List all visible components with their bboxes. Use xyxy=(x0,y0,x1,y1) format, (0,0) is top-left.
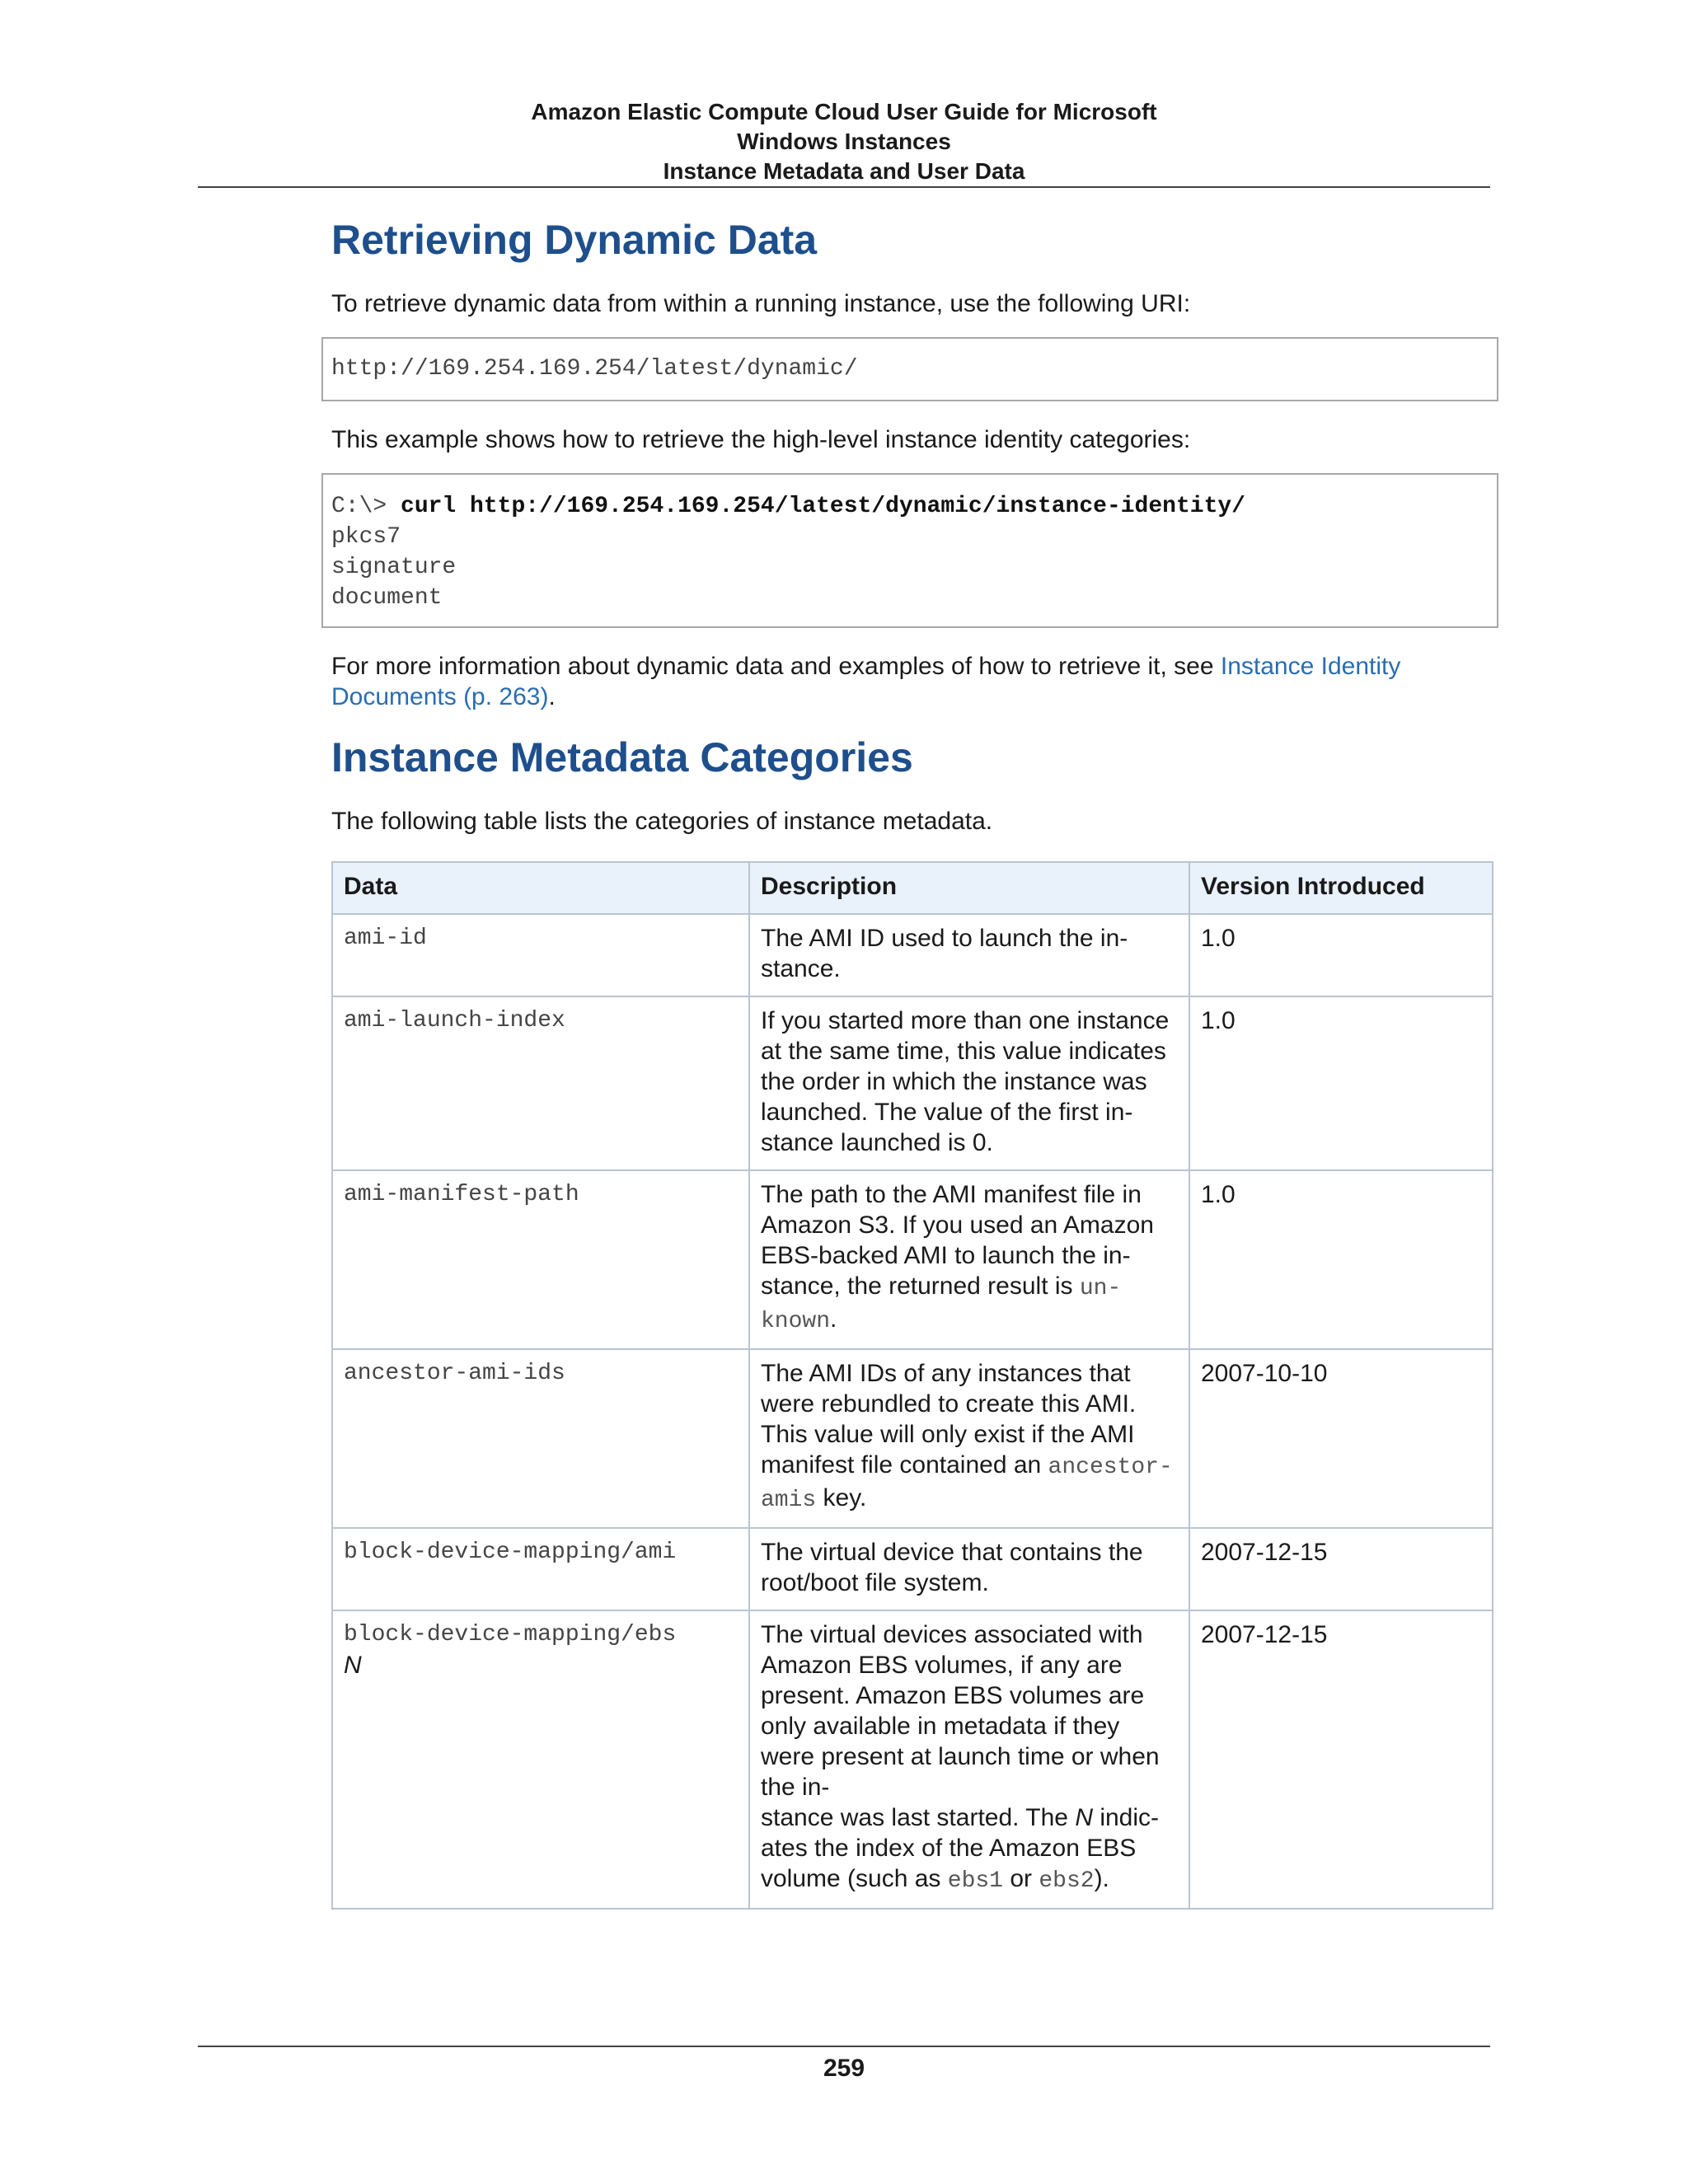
description-text: The AMI IDs of any instances that were rebundled to create this AMI. This value will only exist if the AMI manifest file contained an xyxy=(761,1360,1137,1479)
description-cell: The AMI ID used to launch the in- stance. xyxy=(749,914,1189,996)
data-cell: ami-id xyxy=(332,914,749,996)
description-cell xyxy=(749,1349,1189,1528)
section-heading-metadata-categories: Instance Metadata Categories xyxy=(331,734,913,780)
data-cell xyxy=(332,1610,749,1909)
metadata-table-intro: The following table lists the categories of instance metadata. xyxy=(331,808,993,835)
data-cell: ami-manifest-path xyxy=(332,1170,749,1349)
table-row xyxy=(332,1528,1493,1610)
page-number: 259 xyxy=(823,2055,865,2082)
inline-code: un- known xyxy=(761,1276,1122,1334)
running-header xyxy=(198,97,1490,186)
table-row xyxy=(332,996,1493,1170)
output-line-signature: signature xyxy=(331,555,457,580)
table-row xyxy=(332,1610,1493,1909)
description-cell: The virtual device that contains the root/boot file system. xyxy=(749,1528,1189,1610)
description-text: The virtual devices associated with Amazon EBS volumes, if any are present. Amazon EBS volumes are only available in metadata if they were present at launch time or when the in- stance was last started. The xyxy=(761,1621,1160,1831)
table-row xyxy=(332,914,1493,996)
more-info-paragraph xyxy=(331,651,1485,712)
metadata-categories-table xyxy=(331,861,1493,1910)
data-cell: block-device-mapping/ami xyxy=(332,1528,749,1610)
italic-n: N xyxy=(1075,1804,1093,1831)
dynamic-data-intro: To retrieve dynamic data from within a running instance, use the following URI: xyxy=(331,290,1191,317)
header-title-line-1: Amazon Elastic Compute Cloud User Guide for Microsoft xyxy=(531,99,1157,124)
version-cell: 2007-12-15 xyxy=(1189,1528,1493,1610)
description-cell xyxy=(749,1610,1189,1909)
description-end: ). xyxy=(1094,1865,1109,1892)
column-header-version: Version Introduced xyxy=(1189,862,1493,914)
curl-example-code-block xyxy=(321,473,1498,628)
page-content xyxy=(331,211,1502,1910)
description-or: or xyxy=(1002,1865,1039,1892)
curl-command: curl http://169.254.169.254/latest/dynamic/instance-identity/ xyxy=(401,494,1245,519)
header-section-title: Instance Metadata and User Data xyxy=(663,158,1025,184)
table-header-row xyxy=(332,862,1493,914)
version-cell: 1.0 xyxy=(1189,996,1493,1170)
command-prompt: C:\> xyxy=(331,494,401,519)
command-line xyxy=(331,491,1489,522)
uri-code-block xyxy=(321,337,1498,401)
inline-code-ebs1: ebs1 xyxy=(947,1868,1003,1894)
description-cell xyxy=(749,1170,1189,1349)
output-line-document: document xyxy=(331,585,443,611)
footer-divider xyxy=(198,2046,1490,2047)
version-cell: 1.0 xyxy=(1189,1170,1493,1349)
instance-identity-documents-link[interactable]: Instance Identity Documents (p. 263) xyxy=(331,653,1401,710)
header-divider xyxy=(198,186,1490,188)
more-info-period: . xyxy=(548,683,556,710)
table-row xyxy=(332,1349,1493,1528)
column-header-data: Data xyxy=(332,862,749,914)
data-cell: ami-launch-index xyxy=(332,996,749,1170)
output-line-pkcs7: pkcs7 xyxy=(331,524,401,550)
data-key-suffix: N xyxy=(344,1652,362,1679)
description-cell: If you started more than one instance at the same time, this value indicates the order in which the instance was launched. The value of the first in- stance launched is 0. xyxy=(749,996,1189,1170)
column-header-description: Description xyxy=(749,862,1189,914)
version-cell: 2007-12-15 xyxy=(1189,1610,1493,1909)
description-text: The path to the AMI manifest file in Amazon S3. If you used an Amazon EBS-backed AMI to launch the in- stance, the returned result is xyxy=(761,1181,1154,1300)
uri-text: http://169.254.169.254/latest/dynamic/ xyxy=(331,356,858,382)
inline-code-ebs2: ebs2 xyxy=(1039,1868,1095,1894)
version-cell: 2007-10-10 xyxy=(1189,1349,1493,1528)
description-text-end: . xyxy=(830,1305,837,1333)
description-text-2: indic- ates the index of the Amazon EBS volume (such as xyxy=(761,1804,1160,1892)
example-intro: This example shows how to retrieve the high-level instance identity categories: xyxy=(331,426,1191,453)
more-info-text: For more information about dynamic data and examples of how to retrieve it, see xyxy=(331,653,1221,680)
table-row xyxy=(332,1170,1493,1349)
inline-code: ancestor- amis xyxy=(761,1455,1173,1513)
data-cell: ancestor-ami-ids xyxy=(332,1349,749,1528)
description-text-end: key. xyxy=(816,1484,867,1511)
header-title-line-2: Windows Instances xyxy=(737,129,951,154)
version-cell: 1.0 xyxy=(1189,914,1493,996)
section-heading-dynamic-data: Retrieving Dynamic Data xyxy=(331,217,818,263)
data-key: block-device-mapping/ebs xyxy=(344,1622,677,1647)
